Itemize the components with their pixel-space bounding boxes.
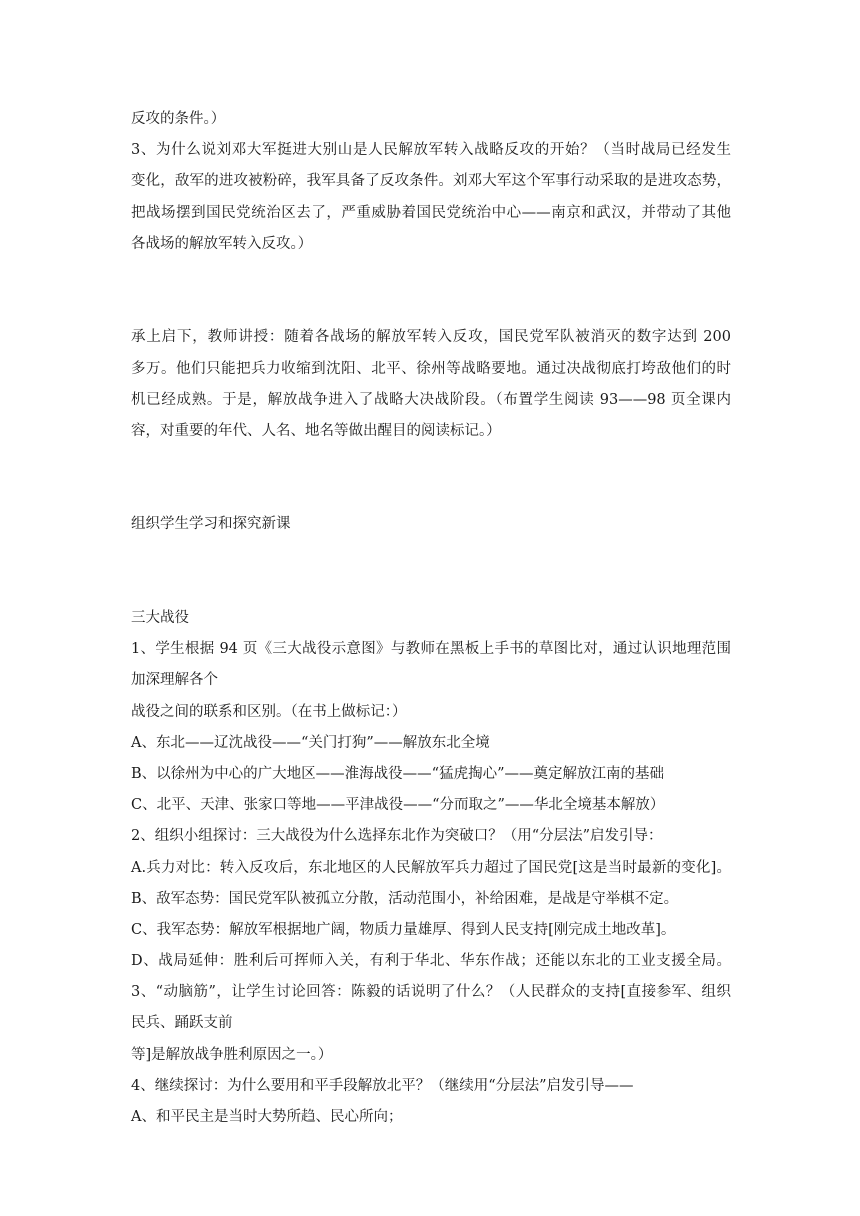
text-line-15: 加深理解各个 [131,672,218,689]
blank-line [131,478,731,509]
text-line-3: 变化，敌军的进攻被粉碎，我军具备了反攻条件。刘邓大军这个军事行动采取的是进攻态势， [131,173,731,190]
text-line-4: 把战场摆到国民党统治区去了，严重威胁着国民党统治中心——南京和武汉，并带动了其他 [131,204,731,221]
text-line-20: 2、组织小组探讨：三大战役为什么选择东北作为突破口？（用“分层法”启发引导： [131,828,663,845]
text-line-19: C、北平、天津、张家口等地——平津战役——“分而取之”——华北全境基本解放） [131,797,665,814]
text-line-26: 民兵、踊跃支前 [131,1015,233,1032]
text-line-24: D、战局延伸：胜利后可挥师入关，有利于华北、华东作战；还能以东北的工业支援全局。 [131,953,731,970]
blank-line [131,572,731,603]
section-heading: 组织学生学习和探究新课 [131,516,291,533]
text-line-5: 各战场的解放军转入反攻。） [131,235,313,252]
text-line-14: 1、学生根据 94 页《三大战役示意图》与教师在黑板上手书的草图比对，通过认识地理范围 [131,641,731,658]
text-line-2: 3、为什么说刘邓大军挺进大别山是人民解放军转入战略反攻的开始？（当时战局已经发生 [131,142,731,159]
text-line-6: 承上启下，教师讲授：随着各战场的解放军转入反攻，国民党军队被消灭的数字达到 200 [131,329,731,346]
text-line-18: B、以徐州为中心的广大地区——淮海战役——“猛虎掏心”——奠定解放江南的基础 [131,765,664,782]
text-line-23: C、我军态势：解放军根据地广阔，物质力量雄厚、得到人民支持[刚完成土地改革]。 [131,921,676,938]
text-line-25: 3、“动脑筋”，让学生讨论回答：陈毅的话说明了什么？（人民群众的支持[直接参军、组织 [131,984,731,1001]
text-line-29: A、和平民主是当时大势所趋、民心所向； [131,1109,403,1125]
text-line-16: 战役之间的联系和区别。（在书上做标记：） [131,703,407,720]
document-body [131,104,731,1133]
text-line-21: A.兵力对比：转入反攻后，东北地区的人民解放军兵力超过了国民党[这是当时最新的变化]。 [131,859,731,876]
text-line-28: 4、继续探讨：为什么要用和平手段解放北平？（继续用“分层法”启发引导—— [131,1077,634,1094]
text-line-7: 多万。他们只能把兵力收缩到沈阳、北平、徐州等战略要地。通过决战彻底打垮敌他们的时 [131,360,731,377]
blank-line [131,260,731,291]
blank-line [131,447,731,478]
text-line-9: 容，对重要的年代、人名、地名等做出醒目的阅读标记。） [131,422,501,439]
text-line-8: 机已经成熟。于是，解放战争进入了战略大决战阶段。（布置学生阅读 93——98 页全课内 [131,391,731,408]
subsection-heading: 三大战役 [131,610,189,626]
text-line-22: B、敌军态势：国民党军队被孤立分散，活动范围小，补给困难，是战是守举棋不定。 [131,890,679,907]
text-line-27: 等]是解放战争胜利原因之一。） [131,1046,333,1063]
blank-line [131,541,731,572]
blank-line [131,291,731,322]
text-line-17: A、东北——辽沈战役——“关门打狗”——解放东北全境 [131,734,490,751]
text-line-1: 反攻的条件。） [131,111,226,127]
